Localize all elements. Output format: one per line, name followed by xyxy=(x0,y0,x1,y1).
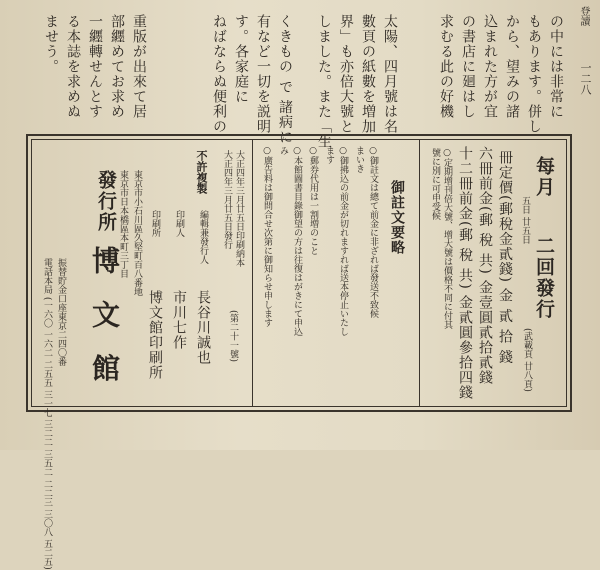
body-column: 込まれた方が宜 xyxy=(482,14,498,119)
body-column: 求むる此の好機 xyxy=(438,14,454,119)
body-column: 界」も亦倍大號と xyxy=(338,14,354,134)
body-column: 數頁の紙數を増加 xyxy=(360,14,376,134)
ordering-heading: 御註文要略 xyxy=(389,180,405,255)
ordering-item: まいき xyxy=(354,146,364,173)
body-column: 部纒めてお求め xyxy=(109,14,125,119)
ordering-item: ○御註文は總て前金に非ざれば發送不致候 xyxy=(368,146,378,318)
body-column: しました。また「生 xyxy=(316,14,332,149)
issue-number: (第二十一號) xyxy=(228,310,238,363)
body-column: の中には非常に xyxy=(548,14,564,119)
price-line-2: 六冊前金(郵 稅 共) 金壹圓貳拾貳錢 xyxy=(477,146,493,386)
publication-title: 每月 xyxy=(533,156,555,198)
publisher-address: 東京市日本橋區本町三丁目 xyxy=(118,170,128,278)
publication-pages-note: (武載頁 廿八頁) xyxy=(522,328,532,392)
price-line-1: 冊定價(郵稅金貳錢) 金 貳 拾 錢 xyxy=(497,150,513,365)
page-number: 一二八 xyxy=(579,62,592,95)
header-edge: 登讀 xyxy=(578,6,589,26)
price-line-3: 十二冊前金(郵 稅 共) 金貳圓參拾四錢 xyxy=(457,146,473,401)
divider xyxy=(419,140,420,406)
editor-name: 長谷川誠也 xyxy=(195,290,211,365)
editor-label: 編輯兼發行人 xyxy=(198,210,208,264)
publisher-name: 博 文 館 xyxy=(88,246,121,390)
divider xyxy=(252,140,253,406)
ordering-item: ます xyxy=(324,146,334,164)
printer-name: 市川七作 xyxy=(171,290,187,350)
printer-label: 印刷人 xyxy=(174,210,184,237)
body-column: 重版が出來て居 xyxy=(131,14,147,119)
price-note: 號に別に可申受候 xyxy=(430,148,440,220)
body-column: 一纒轉せんとす xyxy=(87,14,103,119)
body-column: る本誌を求めぬ xyxy=(65,14,81,119)
body-column: 有など一切を説明 xyxy=(255,14,271,134)
body-column: から、望みの諸 xyxy=(504,14,520,119)
ordering-item: ○本館圖書目錄御望の方は往復はがきにて申込 xyxy=(292,146,302,336)
phone-number: 電話本局 (一六〇 一六二 二五五 三一七 三二二 三五二 二二三 三〇八 五二五) xyxy=(42,258,52,570)
body-column: もあります。併し xyxy=(526,14,542,134)
issued-date: 大正四年三月廿五日發行 xyxy=(222,150,232,249)
ordering-item: ○廣告料は御問合せ次第に御知らせ申します xyxy=(262,146,272,327)
body-column: す。各家庭に xyxy=(233,14,249,104)
ordering-item: み xyxy=(278,146,288,155)
body-column: の書店に廻はし xyxy=(460,14,476,119)
press-label: 印刷所 xyxy=(150,210,160,237)
ordering-item: ○郵券代用は一割増のこと xyxy=(308,146,318,255)
body-column: ませう。 xyxy=(43,14,59,74)
press-name: 博文館印刷所 xyxy=(147,290,163,380)
publication-dates: 五日 廿五日 xyxy=(520,196,530,244)
printed-date: 大正四年三月廿五日印刷納本 xyxy=(234,150,244,267)
publication-frequency: 二回發行 xyxy=(533,236,555,320)
press-address: 東京市小石川區久堅町百八番地 xyxy=(132,170,142,296)
colophon-box xyxy=(26,134,572,570)
body-column: くきもの で 諸病に xyxy=(277,14,293,145)
publisher-label: 發行所 xyxy=(95,170,117,233)
reprint-notice: 不許複製 xyxy=(195,150,208,194)
account-number: 振替貯金口座東京二四〇番 xyxy=(56,258,66,366)
ordering-item: ○御拂込の前金が切れますれば送本停止いたし xyxy=(338,146,348,336)
price-note: ○定期增刊倍大號、增大號は價格不同に付其 xyxy=(442,148,452,329)
body-column: 太陽、四月號は名 xyxy=(382,14,398,134)
body-column: ねばならぬ便利の xyxy=(211,14,227,134)
